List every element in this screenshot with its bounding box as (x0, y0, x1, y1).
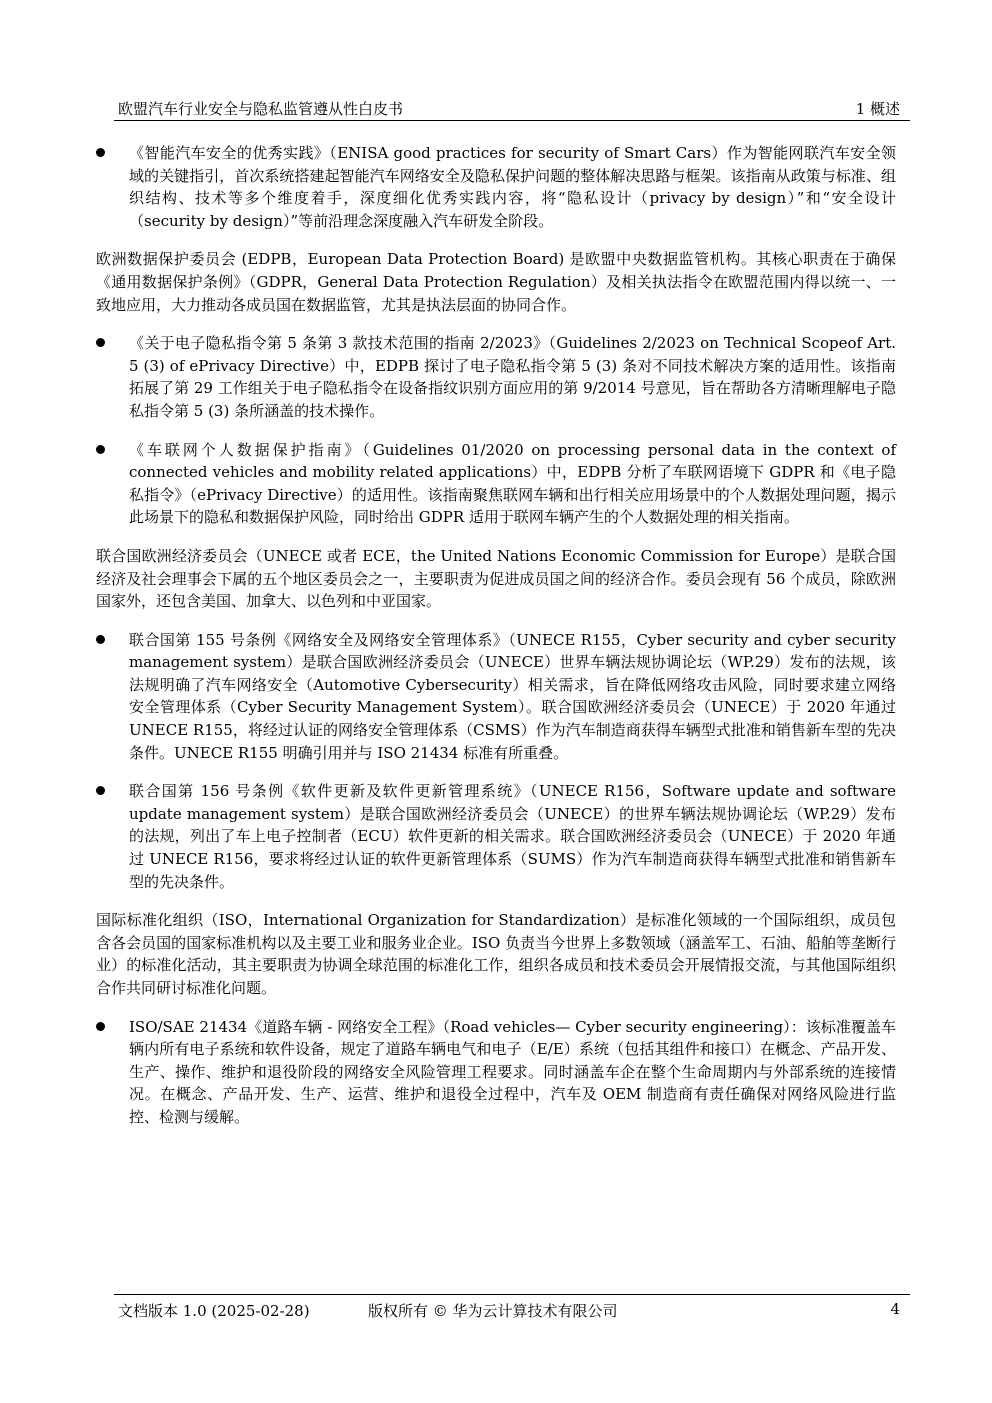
main-content (96, 142, 896, 1145)
bullet-item-r156 (96, 780, 896, 893)
bullet-icon (96, 148, 105, 157)
page-number: 4 (890, 1300, 900, 1318)
bullet-icon (96, 635, 105, 644)
bullet-text: 联合国第 156 号条例《软件更新及软件更新管理系统》（UNECE R156，Software update and software update management system）是联合国欧洲经济委员会（UNECE）的世界车辆法规协调论坛（WP.29）发布的法规，列出了车上电子控制者（ECU）软件更新的相关需求。联合国欧洲经济委员会（UNECE）于 2020 年通过 UNECE R156，要求将经过认证的软件更新管理体系（SUMS）作为汽车制造商获得车辆型式批准和销售新车型的先决条件。 (129, 782, 896, 891)
copyright-notice: 版权所有 © 华为云计算技术有限公司 (368, 1302, 618, 1320)
bullet-icon (96, 338, 105, 347)
bullet-text: 《车联网个人数据保护指南》（Guidelines 01/2020 on processing personal data in the context of connected vehicles and mobility related applications）中，EDPB 分析了车联网语境下 GDPR 和《电子隐私指令》（ePrivacy Directive）的适用性。该指南聚焦联网车辆和出行相关应用场景中的个人数据处理问题，揭示此场景下的隐私和数据保护风险，同时给出 GDPR 适用于联网车辆产生的个人数据处理的相关指南。 (129, 440, 896, 527)
paragraph-iso: 国际标准化组织（ISO，International Organization for Standardization）是标准化领域的一个国际组织，成员包含各会员国的国家标准机构以及主要工业和服务业企业。ISO 负责当今世界上多数领域（涵盖军工、石油、船舶等垄断行业）的标准化活动，其主要职责为协调全球范围的标准化工作，组织各成员和技术委员会开展情报交流，与其他国际组织合作共同研讨标准化问题。 (96, 911, 896, 997)
bullet-icon (96, 445, 105, 454)
bullet-item-r155 (96, 629, 896, 765)
bullet-icon (96, 1022, 105, 1031)
bullet-item-iso-21434 (96, 1016, 896, 1129)
bullet-item-eprivacy-guideline (96, 332, 896, 422)
bullet-icon (96, 786, 105, 795)
paragraph-edpb: 欧洲数据保护委员会 (EDPB，European Data Protection Board) 是欧盟中央数据监管机构。其核心职责在于确保《通用数据保护条例》（GDPR，General Data Protection Regulation）及相关执法指令在欧盟范围内得以统一、一致地应用，大力推动各成员国在数据监管，尤其是执法层面的协同合作。 (96, 250, 896, 314)
paragraph-unece: 联合国欧洲经济委员会（UNECE 或者 ECE，the United Nations Economic Commission for Europe）是联合国经济及社会理事会下属的五个地区委员会之一，主要职责为促进成员国之间的经济合作。委员会现有 56 个成员，除欧洲国家外，还包含美国、加拿大、以色列和中亚国家。 (96, 546, 896, 611)
bullet-item-enisa (96, 142, 896, 232)
page-header (114, 96, 910, 121)
bullet-text: 《智能汽车安全的优秀实践》（ENISA good practices for security of Smart Cars）作为智能网联汽车安全领域的关键指引，首次系统搭建起智能汽车网络安全及隐私保护问题的整体解决思路与框架。该指南从政策与标准、组织结构、技术等多个维度着手，深度细化优秀实践内容，将“隐私设计（privacy by design）”和“安全设计（security by design）”等前沿理念深度融入汽车研发全阶段。 (129, 144, 896, 230)
bullet-text: 联合国第 155 号条例《网络安全及网络安全管理体系》（UNECE R155，Cyber security and cyber security management system）是联合国欧洲经济委员会（UNECE）世界车辆法规协调论坛（WP.29）发布的法规，该法规明确了汽车网络安全（Automotive Cybersecurity）相关需求，旨在降低网络攻击风险，同时要求建立网络安全管理体系（Cyber Security Management System）。联合国欧洲经济委员会（UNECE）于 2020 年通过 UNECE R155，将经过认证的网络安全管理体系（CSMS）作为汽车制造商获得车辆型式批准和销售新车型的先决条件。UNECE R155 明确引用并与 ISO 21434 标准有所重叠。 (129, 630, 896, 762)
bullet-text: ISO/SAE 21434《道路车辆 - 网络安全工程》（Road vehicles— Cyber security engineering）：该标准覆盖车辆内所有电子系统和软件设备，规定了道路车辆电气和电子（E/E）系统（包括其组件和接口）在概念、产品开发、生产、操作、维护和退役阶段的网络安全风险管理工程要求。同时涵盖车企在整个生命周期内与外部系统的连接情况。在概念、产品开发、生产、运营、维护和退役全过程中，汽车及 OEM 制造商有责任确保对网络风险进行监控、检测与缓解。 (129, 1017, 896, 1126)
bullet-text: 《关于电子隐私指令第 5 条第 3 款技术范围的指南 2/2023》（Guidelines 2/2023 on Technical Scopeof Art. 5 (3) of ePrivacy Directive）中，EDPB 探讨了电子隐私指令第 5 (3) 条对不同技术解决方案的适用性。该指南拓展了第 29 工作组关于电子隐私指令在设备指纹识别方面应用的第 9/2014 号意见，旨在帮助各方清晰理解电子隐私指令第 5 (3) 条所涵盖的技术操作。 (129, 334, 896, 420)
chapter-title: 1 概述 (855, 100, 900, 118)
bullet-item-connected-vehicles (96, 439, 896, 529)
document-title: 欧盟汽车行业安全与隐私监管遵从性白皮书 (118, 100, 404, 118)
document-version: 文档版本 1.0 (2025-02-28) (118, 1302, 310, 1320)
page-footer (114, 1294, 910, 1325)
